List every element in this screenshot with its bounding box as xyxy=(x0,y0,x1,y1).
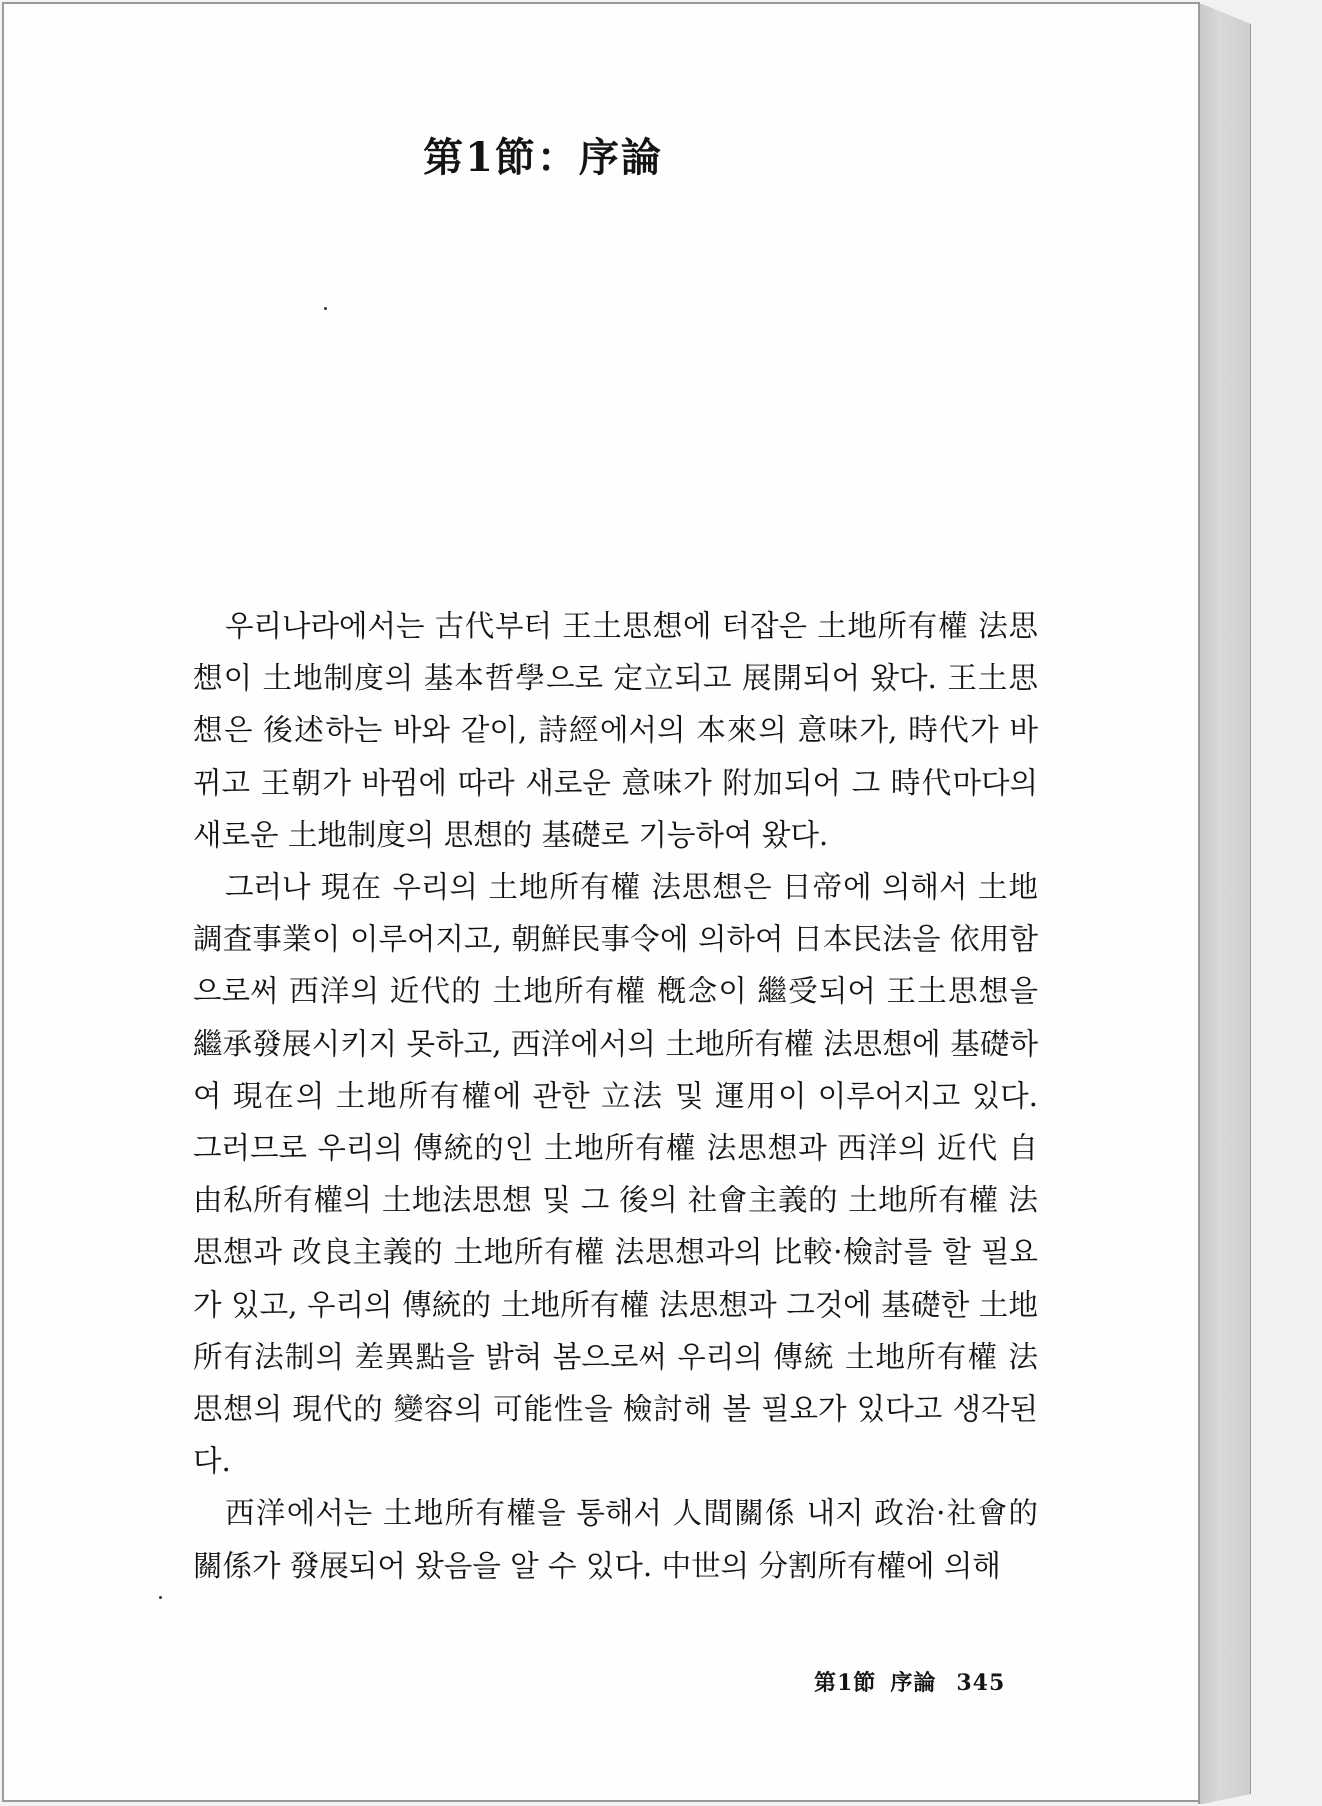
paragraph: 西洋에서는 土地所有權을 통해서 人間關係 내지 政治·社會的 關係가 發展되어 왔음을 알 수 있다. 中世의 分割所有權에 의해 xyxy=(193,1496,1038,1583)
footer-title: 序論 xyxy=(890,1670,937,1696)
running-footer xyxy=(814,1666,1005,1697)
scan-speck xyxy=(324,307,327,310)
page-stack-edge xyxy=(1198,4,1251,1804)
section-title: 第1節：序論 xyxy=(423,134,663,181)
book-page xyxy=(2,2,1200,1802)
paragraph: 그러나 現在 우리의 土地所有權 法思想은 日帝에 의해서 土地調査事業이 이루어지고, 朝鮮民事令에 의하여 日本民法을 依用함으로써 西洋의 近代的 土地所有權 槪念이 繼受되어 王土思想을 繼承發展시키지 못하고, 西洋에서의 土地所有權 法思想에 基礎하여 現在의 土地所有權에 관한 立法 및 運用이 이루어지고 있다. 그러므로 우리의 傳統的인 土地所有權 法思想과 西洋의 近代 自由私所有權의 土地法思想 및 그 後의 社會主義的 土地所有權 法思想과 改良主義的 土地所有權 法思想과의 比較·檢討를 할 필요가 있고, 우리의 傳統的 土地所有權 法思想과 그것에 基礎한 土地所有法制의 差異點을 밝혀 봄으로써 우리의 傳統 土地所有權 法思想의 現代的 變容의 可能性을 檢討해 볼 필요가 있다고 생각된다. xyxy=(193,870,1038,1479)
page-number: 345 xyxy=(956,1670,1006,1696)
body-text xyxy=(193,600,1038,1592)
scan-speck xyxy=(159,1596,162,1599)
paragraph: 우리나라에서는 古代부터 王土思想에 터잡은 土地所有權 法思想이 土地制度의 基本哲學으로 定立되고 展開되어 왔다. 王土思想은 後述하는 바와 같이, 詩經에서의 本來의 意味가, 時代가 바뀌고 王朝가 바뀜에 따라 새로운 意味가 附加되어 그 時代마다의 새로운 土地制度의 思想的 基礎로 기능하여 왔다. xyxy=(193,609,1038,852)
footer-section: 第1節 xyxy=(814,1670,877,1696)
